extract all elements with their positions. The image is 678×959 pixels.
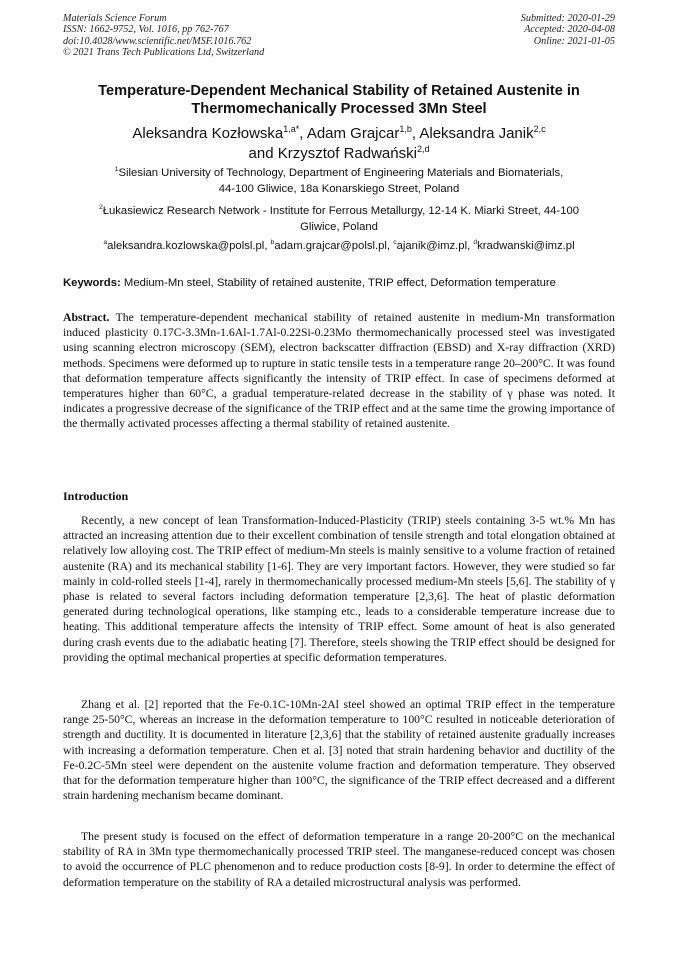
abstract-text: The temperature-dependent mechanical stability of retained austenite in medium-Mn transformation induced plasticity 0.17C-3.3Mn-1.6Al-1.7Al-0.22Si-0.23Mo thermomechanically processed steel was investigated using scanning electron microscopy (SEM), electron backscatter diffraction (EBSD) and X-ray diffraction (XRD) methods. Specimens were deformed up to rupture in static tensile tests in a temperature range 20–200°C. It was found that deformation temperature affects significantly the intensity of TRIP effect. In case of specimens deformed at temperatures higher than 60°C, a gradual temperature-related decrease in the stability of γ phase was noted. It indicates a progressive decrease of the significance of the TRIP effect and at the same time the growing importance of the thermally activated processes affecting a thermal stability of retained austenite.	[63, 311, 615, 431]
journal-issn: ISSN: 1662-9752, Vol. 1016, pp 762-767	[63, 24, 229, 36]
author-name: and Krzysztof Radwański	[248, 145, 417, 162]
email-link[interactable]: ajanik@imz.pl	[396, 240, 468, 252]
affiliation-1	[60, 166, 618, 197]
email-separator: ,	[386, 240, 394, 252]
abstract	[63, 310, 615, 432]
intro-paragraph-3: The present study is focused on the effect of deformation temperature in a range 20-200°C on the mechanical stability of RA in 3Mn type thermomechanically processed TRIP steel. The manganese-reduced concept was chosen to avoid the occurrence of PLC phenomenon and to reduce production costs [8-9]. In order to determine the effect of deformation temperature on the stability of RA a detailed microstructural analysis was performed.	[63, 830, 615, 889]
intro-paragraph-1: Recently, a new concept of lean Transformation-Induced-Plasticity (TRIP) steels containing 3-5 wt.% Mn has attracted an increasing attention due to their excellent combination of tensile strength and total elongation obtained at relatively low alloying cost. The TRIP effect of medium-Mn steels is mainly sensitive to a volume fraction of retained austenite (RA) and its mechanical stability [1-6]. They are very important factors. However, they were studied so far mainly in cold-rolled steels [1-4], rarely in thermomechanically processed medium-Mn steels [5,6]. The stability of γ phase is related to several factors including deformation temperature [2,3,6]. The heat of plastic deformation generated during technological operations, like stamping etc., leads to a considerable temperature increase due to heating. This additional temperature affects the intensity of TRIP effect. Some amount of heat is also generated during crash events due to the adiabatic heating [7]. Therefore, steels showing the TRIP effect should be designed for providing the optimal mechanical properties at specific deformation temperatures.	[63, 514, 615, 664]
title-line-2: Thermomechanically Processed 3Mn Steel	[191, 101, 487, 117]
submitted-date: Submitted: 2020-01-29	[520, 13, 615, 24]
affiliation-line	[60, 166, 618, 182]
affiliation-2	[60, 204, 618, 235]
authors-line-2	[50, 144, 628, 164]
section-heading-introduction: Introduction	[63, 489, 129, 503]
email-link[interactable]: kradwanski@imz.pl	[477, 240, 575, 252]
author-sup: 2,c	[533, 124, 546, 134]
intro-paragraph-2: Zhang et al. [2] reported that the Fe-0.1C-10Mn-2Al steel showed an optimal TRIP effect in the temperature range 25-50°C, whereas an increase in the deformation temperature to 100°C resulted in noticeable deterioration of strength and ductility. It is documented in literature [2,3,6] that the stability of retained austenite gradually increases with increasing a deformation temperature. Chen et al. [3] noted that strain hardening behavior and ductility of the Fe-0.2C-5Mn steel were dependent on the austenite volume fraction and deformation temperature. They observed that for the deformation temperature higher than 100°C, the significance of the TRIP effect decreased and a different strain hardening mechanism became dominant.	[63, 698, 615, 803]
email-sup: d	[473, 239, 478, 247]
email-separator: ,	[264, 240, 271, 252]
author-name: Aleksandra Kozłowska	[132, 125, 284, 142]
keywords-label: Keywords:	[63, 277, 121, 289]
affiliation-sup: 1	[114, 166, 119, 174]
authors-line-1	[50, 124, 628, 144]
dates-header	[521, 13, 615, 47]
author-sup: 2,d	[416, 144, 430, 154]
author-separator: ,	[299, 125, 307, 142]
accepted-date: Accepted: 2020-04-08	[524, 24, 615, 36]
email-sup: a	[103, 239, 108, 247]
affiliation-sup: 2	[98, 204, 103, 212]
journal-name: Materials Science Forum	[63, 13, 167, 24]
email-sup: b	[270, 239, 275, 247]
paper-title	[50, 82, 628, 118]
online-date: Online: 2021-01-05	[533, 35, 615, 47]
author-name: Aleksandra Janik	[419, 125, 534, 142]
affiliation-text: Silesian University of Technology, Department of Engineering Materials and Biomaterials,	[118, 167, 564, 179]
keywords	[63, 276, 615, 291]
keywords-text: Medium-Mn steel, Stability of retained austenite, TRIP effect, Deformation temperature	[120, 277, 556, 289]
abstract-label: Abstract.	[63, 311, 110, 324]
affiliation-text: Łukasiewicz Research Network - Institute for Ferrous Metallurgy, 12-14 K. Miarki Street, 44-100	[102, 205, 580, 217]
affiliation-line	[60, 204, 618, 220]
title-line-1: Temperature-Dependent Mechanical Stability of Retained Austenite in	[98, 83, 580, 99]
author-sup: 1,a*	[283, 124, 300, 134]
journal-doi[interactable]: doi:10.4028/www.scientific.net/MSF.1016.762	[63, 35, 252, 47]
email-separator: ,	[467, 240, 474, 252]
email-link[interactable]: adam.grajcar@polsl.pl	[274, 240, 387, 252]
affiliation-line: Gliwice, Poland	[300, 220, 378, 233]
author-separator: ,	[411, 125, 420, 142]
email-sup: c	[393, 239, 397, 247]
author-emails	[55, 239, 623, 254]
journal-copyright: © 2021 Trans Tech Publications Ltd, Switzerland	[63, 47, 265, 59]
journal-header	[63, 13, 264, 59]
affiliation-line: 44-100 Gliwice, 18a Konarskiego Street, Poland	[218, 182, 460, 195]
author-sup: 1,b	[399, 124, 412, 134]
author-name: Adam Grajcar	[306, 125, 400, 142]
email-link[interactable]: aleksandra.kozlowska@polsl.pl	[107, 240, 265, 252]
author-list	[50, 124, 628, 164]
